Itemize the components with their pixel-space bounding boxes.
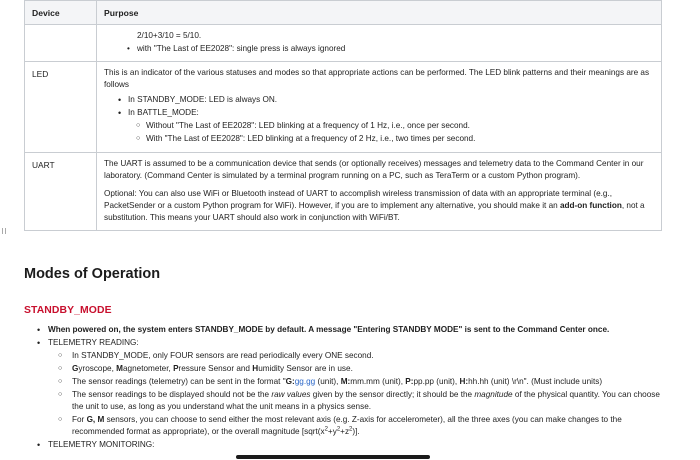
- led-battle-label: In BATTLE_MODE:: [128, 108, 199, 117]
- device-cell-empty: [25, 25, 97, 62]
- header-purpose: Purpose: [97, 1, 662, 25]
- table-header-row: [25, 1, 662, 25]
- list-item-telemetry-reading: • TELEMETRY READING: ○ In STANDBY_MODE, only FOUR sensors are read periodically every ONE second. ○ Gyroscope, Magnetometer, Pressure Sensor and Humidity Sensor are in use. ○ The sensor readings (telemetry) can be sent in the format "G:gg.gg (unit), M:mm.mm (unit), P:pp.pp (unit), H:hh.hh (unit) \r\n". (Must include units) ○ The sensor readings to be displayed should not be the raw values given by the sensor directly; it should be the magnitude of the physical quantity. You can choose the unit to use, as long as you understand what the unit means in a physics sense. ○ For G, M sensors, you can choose to send either the most relevant axis (e.g. Z-axis for accelerometer), all the three axes (you can make changes to the recommended format as appropriate), or the overall magnitude $[sqrt(x^2+y^2+z^2)]$.: [24, 337, 664, 438]
- device-table: [24, 0, 662, 231]
- uart-paragraph-1: The UART is assumed to be a communication device that sends (or optionally receives) messages and telemetry data to the Command Center in our laboratory. (Command Center is simulated by a terminal program running on a PC, such as TeraTerm or a custom Python program).: [104, 159, 644, 180]
- standby-mode-heading: STANDBY_MODE: [24, 305, 112, 316]
- led-battle-with: ○ With "The Last of EE2028": LED blinking at a frequency of 2 Hz, i.e., two times per second.: [136, 133, 654, 145]
- led-battle-sublist: [128, 120, 654, 145]
- led-intro: This is an indicator of the various statuses and modes so that appropriate actions can be performed. The LED blink patterns and their meanings are as follows: [104, 68, 650, 89]
- section-heading: Modes of Operation: [24, 266, 161, 282]
- purpose-led: [97, 62, 662, 153]
- purpose-uart: [97, 153, 662, 231]
- table-row-led: [25, 62, 662, 153]
- list-item-power-on: • When powered on, the system enters STANDBY_MODE by default. A message "Entering STANDBY MODE" is sent to the Command Center once.: [24, 324, 664, 336]
- device-uart: UART: [25, 153, 97, 231]
- home-indicator-bar[interactable]: [236, 455, 430, 459]
- device-led: LED: [25, 62, 97, 153]
- add-on-function-text: add-on function: [559, 201, 622, 210]
- sub-item-magnitude: ○ The sensor readings to be displayed should not be the raw values given by the sensor directly; it should be the magnitude of the physical quantity. You can choose the unit to use, as long as you understand what the unit means in a physics sense.: [58, 389, 664, 413]
- table-row-continued: [25, 25, 662, 62]
- led-list: [104, 94, 654, 145]
- continued-text: 2/10+3/10 = 5/10.: [137, 31, 202, 40]
- sub-item-four-sensors: ○ In STANDBY_MODE, only FOUR sensors are read periodically every ONE second.: [58, 350, 664, 362]
- led-battle-item: [118, 107, 654, 145]
- continued-bullet: • with "The Last of EE2028": single press is always ignored: [127, 43, 654, 55]
- standby-mode-list: [24, 324, 664, 452]
- sub-item-format: ○ The sensor readings (telemetry) can be sent in the format "G:gg.gg (unit), M:mm.mm (unit), P:pp.pp (unit), H:hh.hh (unit) \r\n". (Must include units): [58, 376, 664, 388]
- table-row-uart: [25, 153, 662, 231]
- list-item-telemetry-monitoring: • TELEMETRY MONITORING:: [24, 439, 664, 451]
- header-device: Device: [25, 1, 97, 25]
- sub-item-axes: ○ For G, M sensors, you can choose to send either the most relevant axis (e.g. Z-axis for accelerometer), all the three axes (you can make changes to the recommended format as appropriate), or the overall magnitude $[sqrt(x^2+y^2+z^2)]$.: [58, 414, 664, 438]
- led-standby-item: • In STANDBY_MODE: LED is always ON.: [118, 94, 654, 106]
- scroll-edge-marker: [2, 228, 6, 234]
- purpose-cell-continued: [97, 25, 662, 62]
- led-battle-without: ○ Without "The Last of EE2028": LED blinking at a frequency of 1 Hz, i.e., once per second.: [136, 120, 654, 132]
- uart-paragraph-2: Optional: You can also use WiFi or Bluetooth instead of UART to accomplish wireless transmission of data with an appropriate terminal (e.g., PacketSender or a custom Python program for WiFi). However, if you are to implement any alternative, you should make it an add-on function, not a substitution. This means your UART should also work in conjunction with WiFi/BT.: [104, 189, 645, 222]
- sub-item-sensors-in-use: ○ Gyroscope, Magnetometer, Pressure Sensor and Humidity Sensor are in use.: [58, 363, 664, 375]
- telemetry-reading-sublist: [48, 350, 664, 438]
